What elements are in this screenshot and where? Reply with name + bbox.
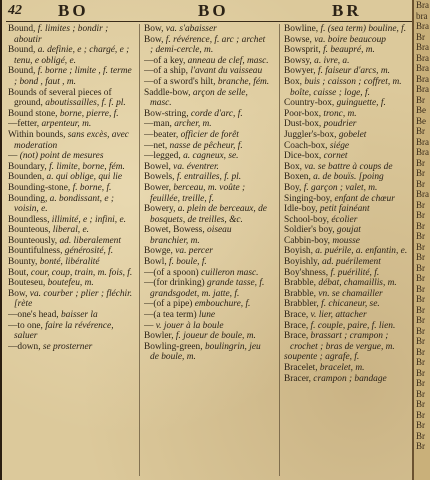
- dictionary-entry: [144, 246, 270, 257]
- dictionary-entry: [144, 35, 270, 56]
- adjacent-page-fragment: Bra: [416, 0, 429, 10]
- entry-translation: f. entrailles, f. pl.: [174, 172, 242, 183]
- column-divider: [139, 24, 140, 476]
- entry-translation: va. éventrer.: [170, 161, 219, 172]
- dictionary-entry: [144, 162, 270, 173]
- entry-headword: Boyishly,: [284, 257, 320, 268]
- entry-headword: Bowse,: [284, 34, 312, 45]
- entry-headword: —beater,: [144, 129, 179, 140]
- dictionary-entry: [144, 77, 270, 88]
- entry-headword: Boy,: [284, 182, 302, 193]
- entry-headword: —of a ship,: [144, 66, 189, 77]
- entry-headword: —(a tea term): [144, 310, 197, 321]
- entry-headword: —(of a spoon): [144, 267, 199, 278]
- entry-headword: Boyish,: [284, 246, 313, 257]
- entry-translation: a. qui oblige, qui lie: [44, 172, 123, 183]
- adjacent-page-fragment: Br: [416, 283, 425, 294]
- dictionary-entry: [284, 374, 410, 385]
- adjacent-page-fragment: Br: [416, 409, 425, 420]
- entries-column-1: [8, 24, 134, 478]
- adjacent-page-fragment: Br: [416, 336, 425, 346]
- dictionary-entry: [284, 119, 410, 130]
- entry-headword: Bound: [8, 24, 34, 34]
- entry-headword: Bounding,: [8, 193, 48, 204]
- entry-headword: Brace,: [284, 331, 309, 342]
- entry-headword: Bout,: [8, 267, 29, 278]
- dictionary-entry: [284, 151, 410, 162]
- dictionary-entry: [8, 278, 134, 289]
- adjacent-page-fragment: Br: [416, 325, 425, 336]
- entry-headword: Bound stone,: [8, 108, 58, 119]
- dictionary-entry: [144, 141, 270, 152]
- entry-translation: aboutissailles, f. f. pl.: [42, 98, 126, 109]
- adjacent-page-fragment: Br: [416, 304, 425, 315]
- entry-headword: Dice-box,: [284, 151, 322, 162]
- entry-translation: cuilleron masc.: [198, 267, 259, 278]
- entry-translation: archer, m.: [171, 119, 212, 130]
- dictionary-entry: [8, 289, 134, 310]
- adjacent-page-fragment: Br: [416, 220, 425, 231]
- adjacent-page-fragment: Bra: [416, 84, 429, 94]
- entry-translation: bracelet, m.: [317, 363, 365, 373]
- dictionary-entry: [284, 268, 410, 279]
- header-col2: BO: [198, 1, 229, 20]
- dictionary-entry: [284, 204, 410, 215]
- entry-headword: Brace,: [284, 320, 309, 331]
- entry-headword: —legged,: [144, 151, 181, 162]
- dictionary-entry: [284, 321, 410, 332]
- entry-translation: f. joueur de boule, m.: [173, 331, 256, 342]
- adjacent-page-fragment: Br: [416, 378, 425, 388]
- entry-headword: —man,: [144, 119, 172, 130]
- entry-headword: —net,: [144, 140, 168, 151]
- dictionary-entry: [8, 119, 134, 130]
- entry-translation: branche, fém.: [215, 76, 270, 87]
- adjacent-page-fragment: Br: [416, 430, 425, 441]
- dictionary-entry: [144, 310, 270, 321]
- entry-translation: arçon de selle, masc.: [150, 87, 248, 109]
- entry-translation: f. garçon ; valet, m.: [301, 182, 378, 193]
- entry-translation: ad. liberalement: [57, 235, 121, 246]
- dictionary-entry: [8, 225, 134, 236]
- dictionary-entry: [8, 321, 134, 342]
- entry-translation: borne, pierre, f.: [57, 108, 119, 119]
- entry-headword: —of a sword's hilt,: [144, 76, 216, 87]
- entry-headword: Coach-box,: [284, 140, 328, 151]
- adjacent-page-fragment: Bra: [416, 52, 429, 63]
- entry-translation: liberal, e.: [50, 225, 89, 236]
- entry-translation: se prosterner: [40, 341, 93, 352]
- entry-headword: Bounding-stone,: [8, 182, 71, 193]
- entry-headword: Bowel,: [144, 161, 171, 172]
- entry-headword: Bound: [8, 45, 34, 56]
- dictionary-entry: [284, 310, 410, 321]
- entry-translation: f. limite, borne, fém.: [46, 161, 125, 172]
- entry-headword: Boundary,: [8, 161, 47, 172]
- dictionary-entry: [284, 236, 410, 247]
- dictionary-entry: [8, 88, 134, 109]
- entry-translation: illimité, e ; infini, e.: [49, 214, 126, 225]
- entry-headword: Country-box,: [284, 98, 335, 109]
- entry-translation: , f. borne ; limite , f. terme ; bond , faut , m.: [14, 66, 132, 87]
- entry-translation: embouchure, f.: [192, 299, 251, 310]
- entry-headword: Boy'shness,: [284, 267, 329, 278]
- entry-headword: Bowet, Bowess,: [144, 225, 205, 236]
- entry-translation: vn. se chamailler: [316, 288, 383, 299]
- adjacent-page-edge: [412, 0, 430, 480]
- entry-headword: Bow,: [8, 288, 28, 299]
- dictionary-entry: [144, 56, 270, 67]
- dictionary-entry: [8, 151, 134, 162]
- entry-headword: Bow-string,: [144, 108, 189, 119]
- adjacent-page-fragment: Br: [416, 157, 425, 168]
- dictionary-entry: [8, 24, 134, 45]
- entry-headword: Bounden,: [8, 172, 45, 183]
- entry-translation: gobelet: [336, 129, 367, 140]
- dictionary-entry: [284, 56, 410, 67]
- entry-translation: crampon ; bandage: [310, 373, 387, 384]
- entry-headword: Saddle-bow,: [144, 87, 191, 98]
- dictionary-entry: [144, 172, 270, 183]
- adjacent-page-fragment: Br: [416, 199, 425, 210]
- entry-translation: arpenteur, m.: [39, 119, 92, 130]
- adjacent-page-fragment: Bra: [416, 63, 429, 73]
- entry-translation: siége: [327, 140, 350, 151]
- adjacent-page-fragment: Br: [416, 252, 425, 262]
- dictionary-entry: [284, 77, 410, 98]
- entries-column-2: [144, 24, 270, 478]
- entry-translation: bonté, libéralité: [37, 257, 100, 268]
- dictionary-entry: [144, 321, 270, 332]
- entry-headword: Dust-box,: [284, 119, 322, 130]
- adjacent-page-fragment: Br: [416, 231, 425, 241]
- entry-translation: débat, chamaillis, m.: [316, 278, 397, 289]
- entry-translation: (not) point de mesures: [17, 151, 104, 162]
- entry-translation: officier de forêt: [178, 129, 239, 140]
- entry-translation: v. lier, attacher: [308, 310, 367, 321]
- entry-translation: sans excès, avec moderation: [14, 129, 129, 151]
- dictionary-entry: [284, 172, 410, 183]
- header-rule: [6, 21, 412, 22]
- entry-headword: Brabble,: [284, 278, 317, 289]
- entry-translation: v. jouer à la boule: [153, 320, 224, 331]
- dictionary-entry: [284, 289, 410, 300]
- dictionary-entry: [284, 183, 410, 194]
- dictionary-entry: [8, 215, 134, 226]
- entry-translation: tronc, m.: [321, 108, 357, 119]
- entry-headword: School-boy,: [284, 214, 329, 225]
- entry-headword: Poor-box,: [284, 108, 322, 119]
- entry-translation: anneau de clef, masc.: [185, 55, 269, 66]
- entry-translation: brassart ; crampon ; crochet ; bras de vergue, m.: [290, 331, 395, 352]
- dictionary-entry: [8, 310, 134, 321]
- entry-translation: , f. limites ; bondir ; aboutir: [14, 24, 109, 45]
- entry-translation: va. courber ; plier ; fléchir. [rète: [14, 288, 133, 310]
- entry-headword: Bowsprit,: [284, 45, 321, 56]
- entry-translation: nasse de pêcheur, f.: [167, 140, 243, 151]
- dictionary-entry: [284, 352, 410, 363]
- dictionary-entry: [284, 66, 410, 77]
- entry-translation: va. se battre à coups de: [301, 161, 393, 172]
- entry-translation: f. beaupré, m.: [320, 45, 375, 56]
- entry-translation: boutefeu, m.: [45, 278, 94, 289]
- entry-headword: Bounty,: [8, 257, 38, 268]
- entry-translation: f. faiseur d'arcs, m.: [315, 66, 390, 77]
- entry-headword: Box,: [284, 76, 302, 87]
- dictionary-entry: [284, 162, 410, 173]
- adjacent-page-fragment: Br: [416, 241, 425, 252]
- entry-headword: Boxen,: [284, 172, 311, 183]
- entry-headword: —: [8, 151, 18, 162]
- adjacent-page-fragment: Br: [416, 210, 425, 220]
- adjacent-page-fragment: Br: [416, 388, 425, 399]
- adjacent-page-fragment: Be: [416, 105, 426, 115]
- dictionary-entry: [8, 257, 134, 268]
- entry-headword: Bracelet,: [284, 363, 318, 373]
- dictionary-entry: [8, 172, 134, 183]
- entry-translation: grande tasse, f. grandsgodet, m. jatte, f.: [150, 278, 265, 299]
- dictionary-entry: [144, 342, 270, 363]
- adjacent-page-fragment: Br: [416, 262, 425, 273]
- dictionary-entry: [8, 66, 134, 87]
- entry-translation: générosité, f.: [62, 246, 114, 257]
- dictionary-entry: [284, 109, 410, 120]
- dictionary-entry: [144, 88, 270, 109]
- entry-headword: Bowery,: [144, 204, 176, 215]
- dictionary-entry: [144, 331, 270, 342]
- dictionary-entry: [8, 268, 134, 279]
- entry-headword: —(of a pipe): [144, 299, 193, 310]
- adjacent-page-fragment: bra: [416, 10, 428, 21]
- entry-translation: f. borne, f.: [70, 182, 112, 193]
- entry-headword: Within bounds,: [8, 129, 66, 140]
- header-col3: BR: [332, 1, 362, 20]
- dictionary-entry: [284, 225, 410, 236]
- entry-headword: Bountifulness,: [8, 246, 63, 257]
- adjacent-page-fragment: Bra: [416, 189, 429, 199]
- adjacent-page-fragment: Br: [416, 441, 425, 451]
- adjacent-page-fragment: Br: [416, 126, 425, 136]
- entry-translation: écolier: [328, 214, 358, 225]
- entry-translation: poudrier: [321, 119, 357, 130]
- dictionary-entry: [284, 130, 410, 141]
- entry-headword: Bower,: [144, 182, 171, 193]
- entry-headword: Bounteously,: [8, 235, 58, 246]
- entry-translation: f. (sea term) bouline, f.: [318, 24, 407, 34]
- entry-headword: Bowels,: [144, 172, 175, 183]
- dictionary-entry: [284, 141, 410, 152]
- entry-translation: , a. definie, e ; chargé, e ; tenu, e obligé, e.: [14, 45, 130, 66]
- adjacent-page-fragment: Br: [416, 357, 425, 367]
- entry-translation: l'avant du vaisseau: [188, 66, 263, 77]
- entry-translation: a. ivre, a.: [311, 55, 350, 66]
- adjacent-page-fragment: Br: [416, 31, 425, 42]
- entry-headword: —to one,: [8, 320, 43, 331]
- entry-translation: oiseau branchier, m.: [150, 225, 232, 246]
- entry-headword: Bounteous,: [8, 225, 51, 236]
- entry-headword: Idle-boy,: [284, 204, 318, 215]
- entry-translation: mousse: [330, 235, 360, 246]
- dictionary-entry: [284, 194, 410, 205]
- adjacent-page-fragment: Bra: [416, 42, 429, 52]
- entry-translation: boulingrin, jeu de boule, m.: [150, 341, 261, 363]
- entry-headword: Brabbler,: [284, 299, 319, 310]
- dictionary-entry: [144, 299, 270, 310]
- entry-translation: a. de bouïs. [poing: [310, 172, 384, 183]
- entry-headword: —: [144, 320, 154, 331]
- entry-headword: —fetter,: [8, 119, 40, 130]
- dictionary-entry: [144, 109, 270, 120]
- entry-headword: Brabble,: [284, 288, 317, 299]
- adjacent-page-fragment: Br: [416, 420, 425, 430]
- adjacent-page-fragment: Bra: [416, 73, 429, 84]
- entry-translation: buis ; caisson ; coffret, m. boîte, caisse ; loge, f.: [290, 76, 402, 98]
- entry-translation: berceau, m. voûte ; feuillée, treille, f.: [150, 182, 246, 204]
- adjacent-page-fragment: Bra: [416, 136, 429, 147]
- entry-headword: Bound: [8, 66, 34, 77]
- entry-headword: Boundless,: [8, 214, 50, 225]
- dictionary-entry: [8, 162, 134, 173]
- entry-headword: Box,: [284, 161, 302, 172]
- entry-headword: —(for drinking): [144, 278, 205, 289]
- page-number: 42: [8, 3, 22, 18]
- dictionary-entry: [144, 130, 270, 141]
- dictionary-entry: [144, 119, 270, 130]
- dictionary-entry: [284, 363, 410, 374]
- entry-translation: a. puérile, a. enfantin, e.: [312, 246, 408, 257]
- dictionary-entry: [8, 246, 134, 257]
- adjacent-page-fragment: Br: [416, 399, 425, 409]
- entry-headword: Juggler's-box,: [284, 129, 337, 140]
- dictionary-entry: [8, 183, 134, 194]
- entry-translation: goujat: [334, 225, 361, 236]
- entry-headword: —of a key,: [144, 55, 186, 66]
- dictionary-entry: [8, 342, 134, 353]
- entry-translation: f. puérilité, f.: [328, 267, 380, 278]
- dictionary-entry: [144, 151, 270, 162]
- dictionary-entry: [284, 45, 410, 56]
- entry-headword: Bowling-green,: [144, 341, 203, 352]
- column-divider: [279, 24, 280, 476]
- entry-headword: Brace,: [284, 310, 309, 321]
- entry-translation: faire la révérence, saluer: [14, 320, 114, 342]
- dictionary-entry: [144, 66, 270, 77]
- entry-translation: soupente ; agrafe, f.: [284, 352, 360, 363]
- dictionary-entry: [144, 268, 270, 279]
- dictionary-entry: [284, 24, 410, 35]
- dictionary-entry: [8, 45, 134, 66]
- dictionary-entry: [144, 225, 270, 246]
- header-col1: BO: [58, 1, 89, 20]
- entry-headword: Soldier's boy,: [284, 225, 335, 236]
- entries-column-3: [284, 24, 410, 478]
- dictionary-entry: [144, 278, 270, 299]
- entry-headword: Bowge,: [144, 246, 173, 257]
- entry-translation: enfant de chœur: [332, 193, 395, 204]
- entry-headword: —down,: [8, 341, 41, 352]
- dictionary-entry: [8, 236, 134, 247]
- dictionary-entry: [8, 194, 134, 215]
- entry-translation: petit fainéant: [317, 204, 370, 215]
- entry-translation: f. chicaneur, se.: [318, 299, 380, 310]
- entry-translation: corde d'arc, f.: [188, 108, 243, 119]
- dictionary-entry: [144, 204, 270, 225]
- dictionary-entry: [284, 215, 410, 226]
- entry-translation: cour, coup, train, m. fois, f.: [28, 267, 133, 278]
- entry-translation: va. s'abaisser: [163, 24, 217, 34]
- adjacent-page-fragment: Br: [416, 294, 425, 304]
- entry-headword: Bow,: [144, 34, 164, 45]
- entry-translation: a. bondissant, e ; voisin, e.: [14, 193, 114, 215]
- running-header: [2, 0, 414, 22]
- entry-headword: Bowsy,: [284, 55, 312, 66]
- entry-translation: a. cagneux, se.: [180, 151, 239, 162]
- entry-translation: cornet: [321, 151, 348, 162]
- entry-translation: a. plein de berceaux, de bosquets, de treilles, &c.: [150, 204, 267, 225]
- entry-headword: —one's head,: [8, 310, 59, 321]
- adjacent-page-fragment: Br: [416, 346, 425, 357]
- entry-translation: f. révérence, f. arc ; archet ; demi-cercle, m.: [150, 34, 266, 56]
- dictionary-entry: [284, 35, 410, 46]
- entry-headword: Bounds of several pieces of ground,: [8, 87, 112, 109]
- dictionary-entry: [284, 299, 410, 310]
- entry-translation: baisser la: [58, 310, 98, 321]
- entry-translation: ad. puérilement: [319, 257, 381, 268]
- adjacent-page-fragment: Br: [416, 178, 425, 189]
- dictionary-entry: [144, 183, 270, 204]
- adjacent-page-fragment: Br: [416, 367, 425, 378]
- entry-translation: lune: [196, 310, 216, 321]
- entry-translation: f. boule, f.: [166, 257, 207, 268]
- entry-headword: Bracer,: [284, 373, 311, 384]
- dictionary-entry: [8, 109, 134, 120]
- entry-headword: Bow,: [144, 24, 164, 34]
- dictionary-entry: [284, 278, 410, 289]
- dictionary-entry: [284, 331, 410, 352]
- entry-headword: Bowyer,: [284, 66, 316, 77]
- dictionary-entry: [284, 257, 410, 268]
- entry-headword: Bowline,: [284, 24, 319, 34]
- entry-translation: f. couple, paire, f. lien.: [308, 320, 396, 331]
- entry-translation: va. boire beaucoup: [311, 34, 386, 45]
- adjacent-page-fragment: Br: [416, 168, 425, 178]
- adjacent-page-fragment: Be: [416, 115, 426, 126]
- adjacent-page-fragment: Bra: [416, 147, 429, 157]
- adjacent-page-fragment: Br: [416, 94, 425, 105]
- entry-headword: Bowl,: [144, 257, 167, 268]
- dictionary-page: [2, 0, 422, 480]
- dictionary-entry: [144, 24, 270, 35]
- dictionary-entry: [144, 257, 270, 268]
- adjacent-page-fragment: Br: [416, 273, 425, 283]
- entry-translation: guinguette, f.: [334, 98, 386, 109]
- entry-translation: va. percer: [172, 246, 213, 257]
- entry-headword: Bouteseu,: [8, 278, 46, 289]
- entry-headword: Cabbin-boy,: [284, 235, 330, 246]
- entry-headword: Singing-boy,: [284, 193, 333, 204]
- dictionary-entry: [284, 98, 410, 109]
- dictionary-entry: [8, 130, 134, 151]
- dictionary-entry: [284, 246, 410, 257]
- adjacent-page-fragment: Bra: [416, 21, 429, 31]
- entry-headword: Bowler,: [144, 331, 174, 342]
- adjacent-page-fragment: Br: [416, 315, 425, 325]
